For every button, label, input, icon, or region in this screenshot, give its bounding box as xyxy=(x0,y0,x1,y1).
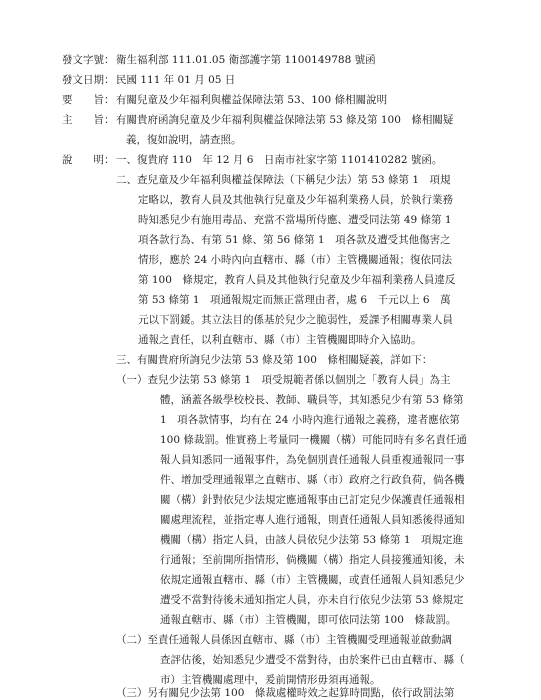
explanation-line: 第 53 條第 1 項通報規定而無正當理由者，處 6 千元以上 6 萬 xyxy=(138,294,451,306)
explanation-line: 件、增加受理通報單之直轄市、縣（市）政府之行政負荷，倘各機 xyxy=(160,474,465,486)
explanation-line: 體，涵蓋各級學校校長、教師、職員等，其知悉兒少有第 53 條第 xyxy=(160,394,464,406)
explanation-line: 一、復貴府 110 年 12 月 6 日南市社家字第 1101410282 號函。 xyxy=(116,154,443,166)
explanation-line: 關處理流程，並指定專人進行通報，則責任通報人員知悉後得通知 xyxy=(160,514,465,526)
explanation-line: 機關（構）指定人員，由該人員依兒少法第 53 條第 1 項規定進 xyxy=(160,534,464,546)
explanation-line: 項各款行為、有第 51 條、第 56 條第 1 項各款及遭受其他傷害之 xyxy=(138,234,451,246)
subject-label: 要 旨： xyxy=(62,94,115,106)
doc-number: 衛生福利部 111.01.05 衛部護字第 1100149788 號函 xyxy=(116,54,376,66)
main-line: 義，復如說明，請查照。 xyxy=(126,134,242,146)
doc-date-label: 發文日期： xyxy=(62,74,115,86)
doc-date: 民國 111 年 01 月 05 日 xyxy=(116,74,236,86)
explanation-label: 說 明： xyxy=(62,154,115,166)
explanation-line: （二）至責任通報人員係因直轄市、縣（市）主管機關受理通報並啟動調 xyxy=(116,634,452,646)
explanation-line: 關（構）針對依兒少法規定應通報事由已訂定兒少保護責任通報相 xyxy=(160,494,465,506)
explanation-line: 第 100 條規定，教育人員及其他執行兒童及少年福利業務人員違反 xyxy=(138,274,456,286)
explanation-line: 三、有關貴府所詢兒少法第 53 條及第 100 條相關疑義，詳如下： xyxy=(116,354,433,366)
explanation-line: 元以下罰鍰。其立法目的係基於兒少之脆弱性，爰課予相關專業人員 xyxy=(138,314,453,326)
main-label: 主 旨： xyxy=(62,114,115,126)
explanation-line: 市）主管機關處理中，爰前開情形毋須再通報。 xyxy=(160,674,381,686)
explanation-line: 通報直轄市、縣（市）主管機關，即可依同法第 100 條裁罰。 xyxy=(160,614,457,626)
explanation-line: （一）查兒少法第 53 條第 1 項受規範者係以個別之「教育人員」為主 xyxy=(116,374,451,386)
explanation-line: 依規定通報直轄市、縣（市）主管機關，或責任通報人員知悉兒少 xyxy=(160,574,465,586)
explanation-line: 遭受不當對待後未通知指定人員，亦未自行依兒少法第 53 條規定 xyxy=(160,594,464,606)
explanation-line: 行通報；至前開所指情形，倘機關（構）指定人員接獲通知後，未 xyxy=(160,554,465,566)
subject-text: 有關兒童及少年福利與權益保障法第 53、100 條相關說明 xyxy=(116,94,388,106)
explanation-line: 情形，應於 24 小時內向直轄市、縣（市）主管機關通報；復依同法 xyxy=(138,254,453,266)
main-line: 有關貴府函詢兒童及少年福利與權益保障法第 53 條及第 100 條相關疑 xyxy=(116,114,454,126)
explanation-line: 查評估後，始知悉兒少遭受不當對待，由於案件已由直轄市、縣（ xyxy=(160,654,465,666)
doc-number-label: 發文字號： xyxy=(62,54,115,66)
explanation-line: 1 項各款情事，均有在 24 小時內進行通報之義務，違者應依第 xyxy=(160,414,460,426)
explanation-line: 時知悉兒少有施用毒品、充當不當場所侍應、遭受同法第 49 條第 1 xyxy=(138,214,452,226)
explanation-line: 報人員知悉同一通報事件，為免個別責任通報人員重複通報同一事 xyxy=(160,454,465,466)
explanation-line: 通報之責任，以利直轄市、縣（市）主管機關即時介入協助。 xyxy=(138,334,422,346)
explanation-line: 100 條裁罰。惟實務上考量同一機關（構）可能同時有多名責任通 xyxy=(160,434,467,446)
explanation-line: 定略以，教育人員及其他執行兒童及少年福利業務人員，於執行業務 xyxy=(138,194,453,206)
explanation-line: （三）另有關兒少法第 100 條裁處權時效之起算時間點，依行政罰法第 xyxy=(116,687,455,699)
explanation-line: 二、查兒童及少年福利與權益保障法（下稱兒少法）第 53 條第 1 項規 xyxy=(116,174,451,186)
